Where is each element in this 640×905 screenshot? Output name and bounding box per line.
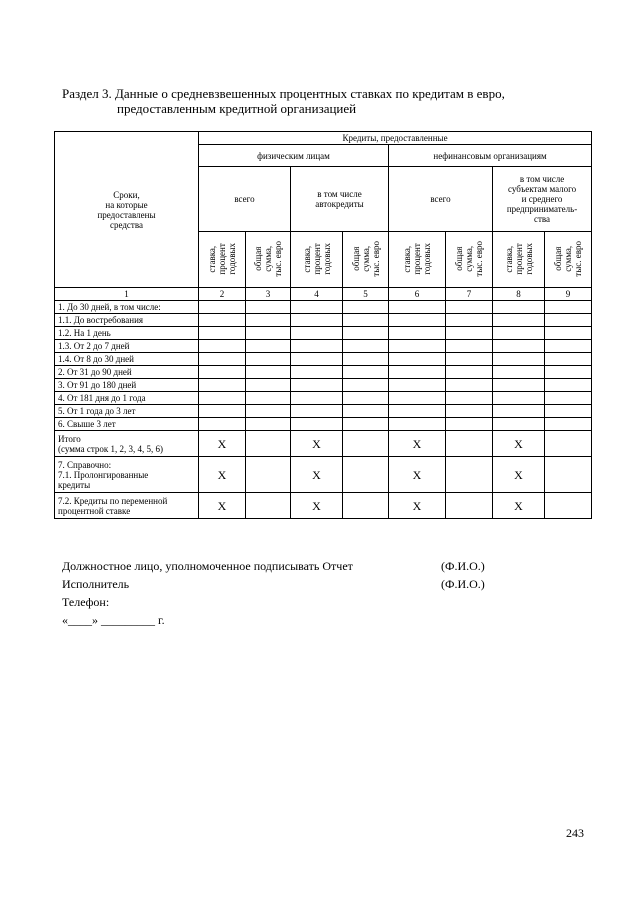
signature-block (62, 557, 353, 629)
data-cell (199, 340, 246, 353)
data-cell (343, 314, 389, 327)
data-cell (389, 353, 446, 366)
data-cell (389, 366, 446, 379)
data-cell (343, 327, 389, 340)
data-cell (343, 366, 389, 379)
row-label: 1. До 30 дней, в том числе: (55, 301, 199, 314)
data-cell (446, 327, 493, 340)
x-mark: Х (493, 493, 545, 519)
data-cell (343, 301, 389, 314)
x-mark: Х (291, 493, 343, 519)
data-cell (545, 353, 592, 366)
row-label: 6. Свыше 3 лет (55, 418, 199, 431)
data-cell (343, 353, 389, 366)
data-cell (291, 405, 343, 418)
data-cell (343, 392, 389, 405)
data-cell (199, 353, 246, 366)
data-cell (291, 327, 343, 340)
x-mark: Х (199, 457, 246, 493)
data-cell (389, 418, 446, 431)
data-cell (545, 314, 592, 327)
phone-label: Телефон: (62, 595, 110, 609)
data-cell (389, 379, 446, 392)
fio-block (441, 557, 485, 593)
column-number: 4 (291, 288, 343, 301)
section-heading (62, 86, 505, 116)
row-label: 1.3. От 2 до 7 дней (55, 340, 199, 353)
data-cell (246, 418, 291, 431)
data-cell (246, 353, 291, 366)
term-rows (55, 301, 592, 431)
sme-header: в том числе субъектам малого и среднего предприниматель- ства (493, 167, 592, 232)
data-cell (493, 379, 545, 392)
reference-row-label: 7. Справочно: 7.1. Пролонгированные кредиты (55, 457, 199, 493)
subcol-rate-header: ставка, процент годовых (493, 232, 545, 288)
official-label: Должностное лицо, уполномоченное подписывать Отчет (62, 559, 353, 573)
x-mark: Х (389, 431, 446, 457)
data-cell (343, 379, 389, 392)
data-cell (343, 418, 389, 431)
column-number-row (55, 288, 592, 301)
x-mark: Х (199, 431, 246, 457)
table-row (55, 314, 592, 327)
data-cell (545, 340, 592, 353)
table-row (55, 366, 592, 379)
data-cell (246, 366, 291, 379)
data-cell (199, 392, 246, 405)
floating-rate-row (55, 493, 592, 519)
column-number: 7 (446, 288, 493, 301)
data-cell (291, 418, 343, 431)
auto-loans-header: в том числе автокредиты (291, 167, 389, 232)
data-cell (446, 418, 493, 431)
subcol-amount-header: общая сумма, тыс. евро (246, 232, 291, 288)
table-row (55, 353, 592, 366)
subcol-rate-header: ставка, процент годовых (389, 232, 446, 288)
table-row (55, 418, 592, 431)
column-number: 2 (199, 288, 246, 301)
table-row (55, 392, 592, 405)
data-cell (291, 366, 343, 379)
data-cell (493, 340, 545, 353)
data-cell (199, 418, 246, 431)
data-cell (199, 379, 246, 392)
data-cell (545, 327, 592, 340)
data-cell (199, 327, 246, 340)
data-cell (545, 392, 592, 405)
x-mark: Х (493, 457, 545, 493)
x-mark: Х (199, 493, 246, 519)
data-cell (446, 405, 493, 418)
data-cell (246, 314, 291, 327)
data-cell (343, 340, 389, 353)
data-cell (291, 314, 343, 327)
data-cell (545, 366, 592, 379)
individuals-header: физическим лицам (199, 145, 389, 167)
data-cell (199, 405, 246, 418)
data-cell (291, 301, 343, 314)
column-number: 6 (389, 288, 446, 301)
table-row (55, 379, 592, 392)
data-cell (446, 353, 493, 366)
data-cell (199, 314, 246, 327)
subcol-amount-header: общая сумма, тыс. евро (446, 232, 493, 288)
row-label: 3. От 91 до 180 дней (55, 379, 199, 392)
data-cell (291, 353, 343, 366)
column-number: 3 (246, 288, 291, 301)
data-cell (545, 405, 592, 418)
subcol-amount-header: общая сумма, тыс. евро (343, 232, 389, 288)
row-label: 4. От 181 дня до 1 года (55, 392, 199, 405)
total-row (55, 431, 592, 457)
row-label: 1.2. На 1 день (55, 327, 199, 340)
interest-rate-table (54, 131, 592, 519)
subcol-rate-header: ставка, процент годовых (291, 232, 343, 288)
x-mark: Х (291, 431, 343, 457)
table-row (55, 405, 592, 418)
reference-row (55, 457, 592, 493)
data-cell (493, 405, 545, 418)
data-cell (446, 314, 493, 327)
fio-executor: (Ф.И.О.) (441, 577, 485, 591)
individuals-total-header: всего (199, 167, 291, 232)
data-cell (446, 392, 493, 405)
row-label: 5. От 1 года до 3 лет (55, 405, 199, 418)
row-label: 1.4. От 8 до 30 дней (55, 353, 199, 366)
data-cell (246, 392, 291, 405)
table-row (55, 340, 592, 353)
subcol-amount-header: общая сумма, тыс. евро (545, 232, 592, 288)
page-number: 243 (566, 826, 584, 840)
data-cell (246, 301, 291, 314)
data-cell (446, 379, 493, 392)
row-label: 2. От 31 до 90 дней (55, 366, 199, 379)
nonfinancial-total-header: всего (389, 167, 493, 232)
section-title-line2: предоставленным кредитной организацией (117, 101, 357, 116)
column-number: 8 (493, 288, 545, 301)
column-number: 5 (343, 288, 389, 301)
data-cell (446, 366, 493, 379)
fio-official: (Ф.И.О.) (441, 559, 485, 573)
data-cell (493, 327, 545, 340)
table-row (55, 301, 592, 314)
column-number: 1 (55, 288, 199, 301)
date-line: «____» _________ г. (62, 613, 165, 627)
floating-rate-row-label: 7.2. Кредиты по переменной процентной ставке (55, 493, 199, 519)
data-cell (545, 418, 592, 431)
data-cell (493, 301, 545, 314)
data-cell (246, 379, 291, 392)
data-cell (246, 340, 291, 353)
data-cell (446, 340, 493, 353)
column-number: 9 (545, 288, 592, 301)
data-cell (389, 392, 446, 405)
row-label: 1.1. До востребования (55, 314, 199, 327)
term-column-header: Сроки, на которые предоставлены средства (55, 132, 199, 288)
data-cell (291, 340, 343, 353)
x-mark: Х (389, 457, 446, 493)
data-cell (246, 405, 291, 418)
x-mark: Х (389, 493, 446, 519)
nonfinancial-header: нефинансовым организациям (389, 145, 592, 167)
data-cell (199, 301, 246, 314)
subcol-rate-header: ставка, процент годовых (199, 232, 246, 288)
table-row (55, 327, 592, 340)
executor-label: Исполнитель (62, 577, 130, 591)
data-cell (446, 301, 493, 314)
data-cell (493, 314, 545, 327)
data-cell (493, 392, 545, 405)
data-cell (246, 327, 291, 340)
data-cell (389, 327, 446, 340)
x-mark: Х (493, 431, 545, 457)
credits-header: Кредиты, предоставленные (199, 132, 592, 145)
data-cell (493, 353, 545, 366)
data-cell (291, 379, 343, 392)
data-cell (545, 379, 592, 392)
data-cell (493, 418, 545, 431)
x-mark: Х (291, 457, 343, 493)
data-cell (291, 392, 343, 405)
total-row-label: Итого (сумма строк 1, 2, 3, 4, 5, 6) (55, 431, 199, 457)
section-title-line1: Раздел 3. Данные о средневзвешенных процентных ставках по кредитам в евро, (62, 86, 505, 101)
data-cell (199, 366, 246, 379)
data-cell (493, 366, 545, 379)
data-cell (389, 340, 446, 353)
data-cell (545, 301, 592, 314)
data-cell (389, 301, 446, 314)
data-cell (389, 314, 446, 327)
data-cell (389, 405, 446, 418)
data-cell (343, 405, 389, 418)
